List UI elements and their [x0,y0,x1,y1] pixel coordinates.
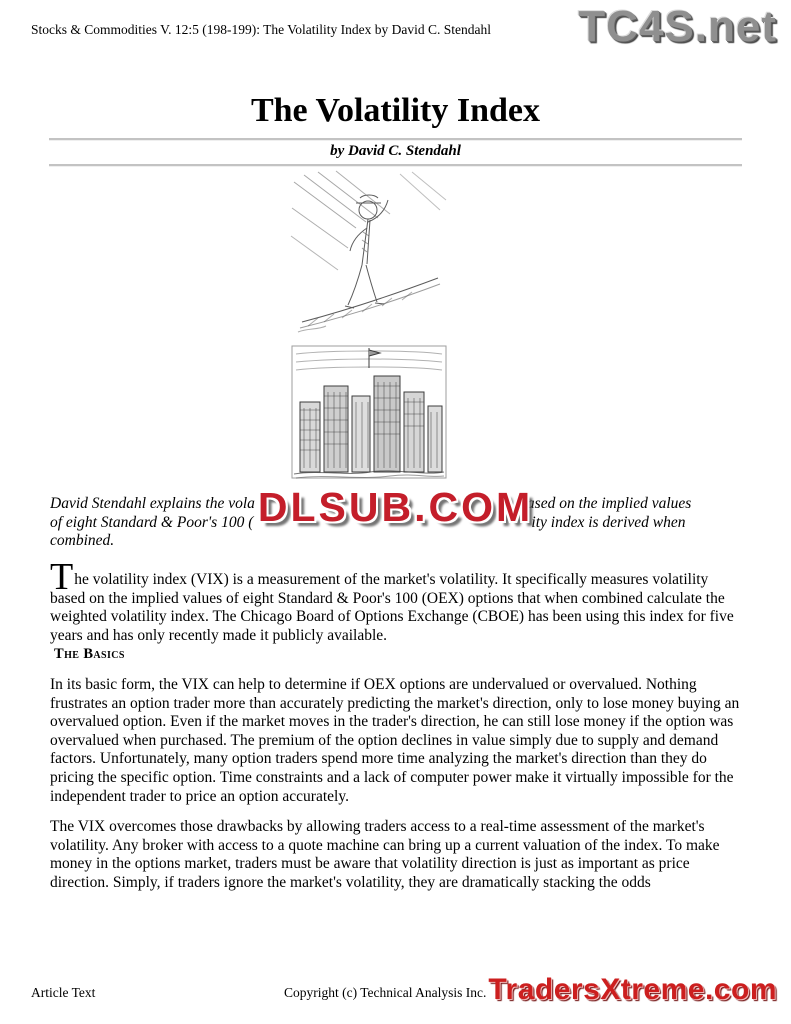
article-illustration [290,170,448,480]
publication-citation: Stocks & Commodities V. 12:5 (198-199): The Volatility Index by David C. Stendahl [31,22,491,37]
tc4s-logo: TC4S.net [578,2,777,51]
article-body [50,556,744,893]
abstract-line1-start: David Stendahl explains the vola [50,495,255,512]
abstract-line-3: combined. [50,532,115,550]
paragraph-3: The VIX overcomes those drawbacks by allowing traders access to a real-time assessment of the market's volatility. Any broker with access to a quote machine can bring up a current valuation of the index. To make money in the options market, traders must be aware that volatility direction is just as important as price direction. Simply, if traders ignore the market's volatility, they are dramatically stacking the odds [50,818,720,891]
paragraph-2: In its basic form, the VIX can help to determine if OEX options are undervalued or overvalued. Nothing frustrates an option trader more than accurately predicting the market's direction, only to lose money buying an overvalued option. Even if the market moves in the trader's direction, he can still lose money if the option was overvalued when purchased. The premium of the option declines in value simply due to supply and demand factors. Unfortunately, many option traders spend more time analyzing the market's direction than they do pricing the specific option. Time constraints and a lack of computer power make it virtually impossible for the independent trader to price an option accurately. [50,675,740,805]
abstract-line2-end: ity index is derived when [531,513,686,531]
footer-copyright: Copyright (c) Technical Analysis Inc. [284,985,487,1000]
divider [49,138,742,141]
divider [49,164,742,167]
abstract-line1-end: ased on the implied values [526,495,692,512]
paragraph-1-text: he volatility index (VIX) is a measurement of the market's volatility. It specifically measures volatility based on the implied values of eight Standard & Poor's 100 (OEX) options that when combined calculate the weighted volatility index. The Chicago Board of Options Exchange (CBOE) has been using this index for five years and has only recently made it publicly available. [50,571,734,644]
footer-article-text: Article Text [31,985,96,1000]
abstract-line2-start: of eight Standard & Poor's 100 ( [50,513,254,531]
drop-cap: T [50,556,74,598]
page-title: The Volatility Index [250,92,541,129]
dlsub-watermark: DLSUB.COM [257,484,534,530]
section-heading-the-basics: The Basics [54,646,125,663]
byline: by David C. Stendahl [330,143,461,159]
paragraph-1 [50,556,744,645]
tradersxtreme-logo: TradersXtreme.com [488,973,777,1006]
